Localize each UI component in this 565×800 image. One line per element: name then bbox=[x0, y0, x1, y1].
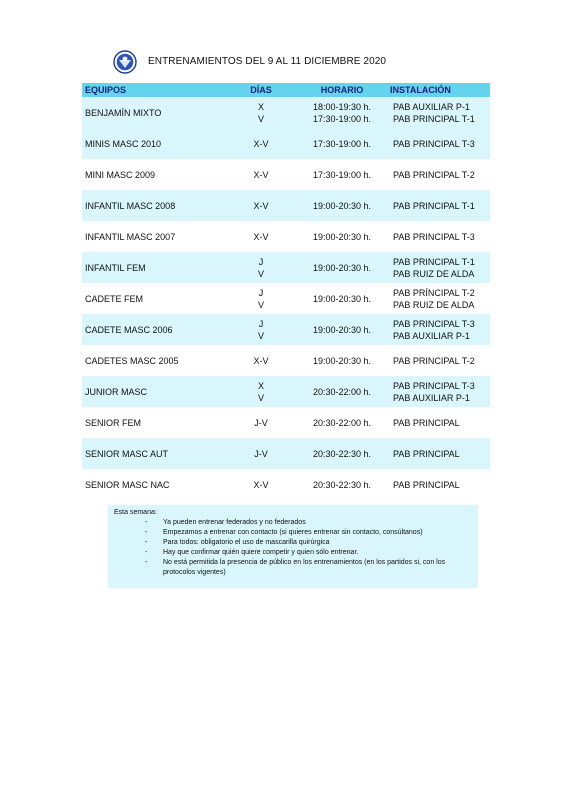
team-cell bbox=[82, 252, 225, 283]
hours-cell-line: 19:00-20:30 h. bbox=[312, 262, 372, 273]
team-cell bbox=[82, 376, 225, 407]
days-cell bbox=[225, 438, 297, 469]
team-cell-line: INFANTIL MASC 2007 bbox=[85, 231, 176, 242]
venue-cell-line: PAB PRINCIPAL bbox=[393, 479, 460, 490]
column-header-teams: EQUIPOS bbox=[82, 83, 225, 97]
venue-cell bbox=[387, 97, 490, 128]
team-cell bbox=[82, 221, 225, 252]
notes-item-text: Para todos: obligatorio el uso de mascarilla quirúrgica bbox=[163, 539, 330, 546]
hours-cell-line: 20:30-22:00 h. bbox=[312, 417, 372, 428]
hours-cell bbox=[297, 252, 387, 283]
days-cell-line: X-V bbox=[253, 231, 269, 242]
table-row bbox=[82, 314, 490, 345]
days-cell-line: X-V bbox=[253, 169, 269, 180]
venue-cell-line: PAB PRINCIPAL T-3 bbox=[393, 380, 475, 391]
notes-title: Esta semana: bbox=[114, 509, 157, 516]
notes-item-text: Hay que confirmar quién quiere competir y quien sólo entrenar. bbox=[163, 549, 359, 556]
table-row bbox=[82, 252, 490, 283]
days-cell bbox=[225, 128, 297, 159]
team-cell-line: INFANTIL FEM bbox=[85, 262, 146, 273]
days-cell-line: X-V bbox=[253, 138, 269, 149]
weekly-notes-box bbox=[108, 505, 478, 588]
venue-cell bbox=[387, 283, 490, 314]
club-crest-icon bbox=[113, 50, 137, 74]
hours-cell bbox=[297, 159, 387, 190]
hours-cell bbox=[297, 97, 387, 128]
hours-cell bbox=[297, 221, 387, 252]
hours-cell bbox=[297, 128, 387, 159]
hours-cell bbox=[297, 469, 387, 500]
venue-cell-line: PAB RUIZ DE ALDA bbox=[393, 268, 475, 279]
venue-cell-line: PAB PRINCIPAL bbox=[393, 417, 460, 428]
days-cell bbox=[225, 345, 297, 376]
days-cell bbox=[225, 314, 297, 345]
notes-list bbox=[145, 518, 465, 578]
venue-cell bbox=[387, 376, 490, 407]
hours-cell-line: 19:00-20:30 h. bbox=[312, 324, 372, 335]
days-cell bbox=[225, 159, 297, 190]
table-row bbox=[82, 283, 490, 314]
venue-cell-line: PAB AUXILIAR P-1 bbox=[393, 101, 470, 112]
hours-cell bbox=[297, 190, 387, 221]
notes-item bbox=[145, 548, 465, 558]
venue-cell-line: PAB RUIZ DE ALDA bbox=[393, 299, 475, 310]
team-cell bbox=[82, 283, 225, 314]
hours-cell bbox=[297, 314, 387, 345]
hours-cell-line: 18:00-19:30 h. bbox=[312, 101, 372, 112]
days-cell bbox=[225, 221, 297, 252]
notes-item-text: Empezamos a entrenar con contacto (si quieres entrenar sin contacto, consúltanos) bbox=[163, 529, 423, 536]
team-cell bbox=[82, 190, 225, 221]
table-row bbox=[82, 128, 490, 159]
hours-cell-line: 19:00-20:30 h. bbox=[312, 355, 372, 366]
notes-item bbox=[145, 518, 465, 528]
venue-cell-line: PAB PRINCIPAL T-3 bbox=[393, 138, 475, 149]
hours-cell-line: 19:00-20:30 h. bbox=[312, 200, 372, 211]
venue-cell bbox=[387, 469, 490, 500]
notes-item-text: No está permitida la presencia de público en los entrenamientos (en los partidos si, con los protocolos vigentes) bbox=[163, 559, 446, 576]
venue-cell bbox=[387, 407, 490, 438]
hours-cell bbox=[297, 438, 387, 469]
team-cell bbox=[82, 438, 225, 469]
hours-cell bbox=[297, 345, 387, 376]
hours-cell-line: 20:30-22:00 h. bbox=[312, 386, 372, 397]
venue-cell-line: PAB PRINCIPAL T-1 bbox=[393, 256, 475, 267]
days-cell bbox=[225, 190, 297, 221]
days-cell-line: V bbox=[257, 299, 264, 310]
hours-cell-line: 20:30-22:30 h. bbox=[312, 479, 372, 490]
venue-cell bbox=[387, 314, 490, 345]
venue-cell bbox=[387, 438, 490, 469]
venue-cell bbox=[387, 190, 490, 221]
days-cell-line: X-V bbox=[253, 355, 269, 366]
days-cell-line: J bbox=[258, 287, 264, 298]
days-cell bbox=[225, 376, 297, 407]
days-cell-line: X bbox=[257, 101, 264, 112]
days-cell bbox=[225, 469, 297, 500]
column-header-venue: INSTALACIÓN bbox=[387, 83, 490, 97]
team-cell-line: SENIOR MASC AUT bbox=[85, 448, 169, 459]
days-cell-line: J-V bbox=[254, 417, 268, 428]
venue-cell bbox=[387, 128, 490, 159]
table-row bbox=[82, 438, 490, 469]
days-cell-line: V bbox=[257, 330, 264, 341]
team-cell-line: CADETES MASC 2005 bbox=[85, 355, 179, 366]
team-cell bbox=[82, 345, 225, 376]
bullet-dash: - bbox=[145, 539, 148, 546]
team-cell bbox=[82, 314, 225, 345]
days-cell-line: J bbox=[258, 318, 264, 329]
venue-cell-line: PAB AUXILIAR P-1 bbox=[393, 392, 470, 403]
venue-cell bbox=[387, 221, 490, 252]
venue-cell-line: PAB PRÍNCIPAL T-2 bbox=[393, 287, 475, 298]
hours-cell bbox=[297, 283, 387, 314]
venue-cell-line: PAB PRINCIPAL T-1 bbox=[393, 200, 475, 211]
notes-item bbox=[145, 528, 465, 538]
page-title: ENTRENAMIENTOS DEL 9 AL 11 DICIEMBRE 2020 bbox=[148, 56, 387, 67]
hours-cell-line: 17:30-19:00 h. bbox=[312, 169, 372, 180]
days-cell-line: X-V bbox=[253, 200, 269, 211]
days-cell-line: J-V bbox=[254, 448, 268, 459]
hours-cell-line: 19:00-20:30 h. bbox=[312, 231, 372, 242]
table-row bbox=[82, 97, 490, 128]
venue-cell-line: PAB AUXILIAR P-1 bbox=[393, 330, 470, 341]
days-cell bbox=[225, 97, 297, 128]
days-cell bbox=[225, 252, 297, 283]
notes-item bbox=[145, 558, 465, 578]
table-row bbox=[82, 376, 490, 407]
bullet-dash: - bbox=[145, 529, 148, 536]
venue-cell bbox=[387, 159, 490, 190]
hours-cell-line: 17:30-19:00 h. bbox=[312, 138, 372, 149]
column-header-hours: HORARIO bbox=[297, 83, 387, 97]
team-cell bbox=[82, 97, 225, 128]
team-cell-line: SENIOR MASC NAC bbox=[85, 479, 170, 490]
team-cell bbox=[82, 407, 225, 438]
hours-cell-line: 19:00-20:30 h. bbox=[312, 293, 372, 304]
team-cell-line: MINI MASC 2009 bbox=[85, 169, 156, 180]
table-header-row bbox=[82, 83, 490, 97]
hours-cell bbox=[297, 407, 387, 438]
hours-cell-line: 20:30-22:30 h. bbox=[312, 448, 372, 459]
venue-cell-line: PAB PRINCIPAL T-1 bbox=[393, 113, 475, 124]
bullet-dash: - bbox=[145, 559, 148, 566]
team-cell bbox=[82, 128, 225, 159]
hours-cell bbox=[297, 376, 387, 407]
team-cell-line: MINIS MASC 2010 bbox=[85, 138, 162, 149]
days-cell-line: V bbox=[257, 268, 264, 279]
team-cell-line: CADETE FEM bbox=[85, 293, 144, 304]
table-row bbox=[82, 407, 490, 438]
venue-cell bbox=[387, 252, 490, 283]
team-cell bbox=[82, 159, 225, 190]
venue-cell-line: PAB PRINCIPAL T-2 bbox=[393, 169, 475, 180]
team-cell-line: CADETE MASC 2006 bbox=[85, 324, 173, 335]
venue-cell bbox=[387, 345, 490, 376]
days-cell-line: V bbox=[257, 392, 264, 403]
venue-cell-line: PAB PRINCIPAL T-3 bbox=[393, 318, 475, 329]
bullet-dash: - bbox=[145, 519, 148, 526]
venue-cell-line: PAB PRINCIPAL T-3 bbox=[393, 231, 475, 242]
hours-cell-line: 17:30-19:00 h. bbox=[312, 113, 372, 124]
table-row bbox=[82, 159, 490, 190]
days-cell bbox=[225, 407, 297, 438]
days-cell-line: X-V bbox=[253, 479, 269, 490]
team-cell-line: INFANTIL MASC 2008 bbox=[85, 200, 176, 211]
notes-item bbox=[145, 538, 465, 548]
column-header-days: DÍAS bbox=[225, 83, 297, 97]
team-cell-line: BENJAMÍN MIXTO bbox=[85, 107, 162, 118]
table-row bbox=[82, 345, 490, 376]
days-cell bbox=[225, 283, 297, 314]
table-row bbox=[82, 190, 490, 221]
venue-cell-line: PAB PRINCIPAL bbox=[393, 448, 460, 459]
days-cell-line: V bbox=[257, 113, 264, 124]
days-cell-line: X bbox=[257, 380, 264, 391]
team-cell-line: JUNIOR MASC bbox=[85, 386, 148, 397]
training-schedule-table bbox=[82, 83, 490, 500]
team-cell bbox=[82, 469, 225, 500]
notes-item-text: Ya pueden entrenar federados y no federados bbox=[163, 519, 306, 526]
days-cell-line: J bbox=[258, 256, 264, 267]
table-row bbox=[82, 469, 490, 500]
bullet-dash: - bbox=[145, 549, 148, 556]
venue-cell-line: PAB PRINCIPAL T-2 bbox=[393, 355, 475, 366]
table-row bbox=[82, 221, 490, 252]
team-cell-line: SENIOR FEM bbox=[85, 417, 142, 428]
